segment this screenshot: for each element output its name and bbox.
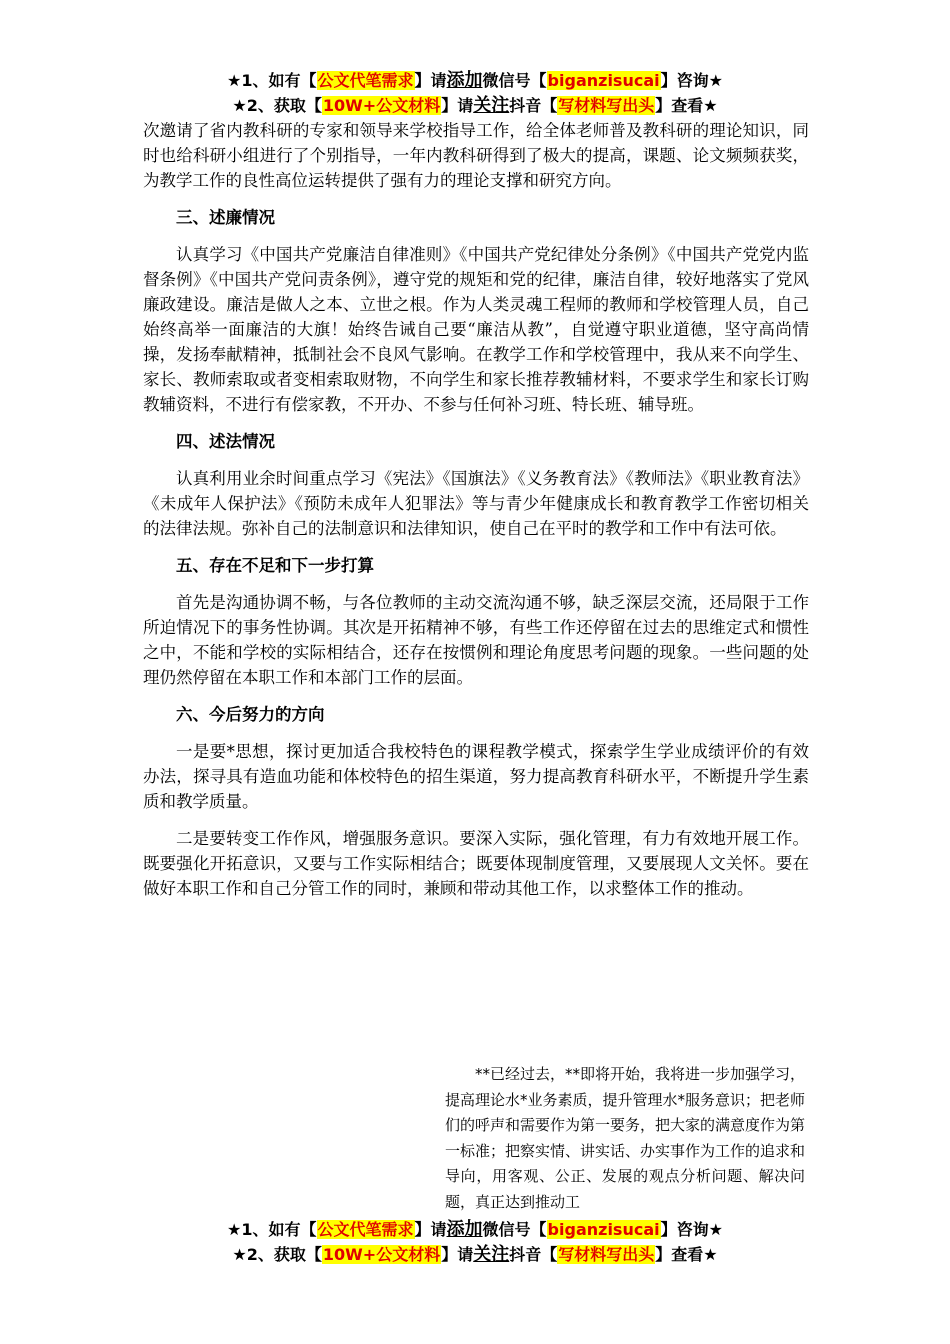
section-title-6: 六、今后努力的方向 [176, 705, 325, 724]
banner-line-1: ★1、如有【公文代笔需求】请添加微信号【biganzisucai】咨询★ [227, 70, 723, 91]
highlight-service: 公文代笔需求 [317, 1220, 414, 1239]
banner-line-2: ★2、获取【10W+公文材料】请关注抖音【写材料写出头】查看★ [232, 1244, 718, 1265]
document-body [143, 118, 809, 901]
section-title-3: 三、述廉情况 [176, 208, 275, 227]
highlight-douyin: 写材料写出头 [558, 96, 655, 115]
section-6-paragraph-1: 一是要*思想，探讨更加适合我校特色的课程教学模式，探索学生学业成绩评价的有效办法，探寻具有造血功能和体校特色的招生渠道，努力提高教育科研水平，不断提升学生素质和教学质量。 [143, 742, 809, 811]
section-5-paragraph: 首先是沟通协调不畅，与各位教师的主动交流沟通不够，缺乏深层交流，还局限于工作所迫情况下的事务性协调。其次是开拓精神不够，有些工作还停留在过去的思维定式和惯性之中，不能和学校的实际相结合，还存在按惯例和理论角度思考问题的现象。一些问题的处理仍然停留在本职工作和本部门工作的层面。 [143, 593, 809, 687]
section-title-5: 五、存在不足和下一步打算 [176, 556, 374, 575]
banner-line-1: ★1、如有【公文代笔需求】请添加微信号【biganzisucai】咨询★ [227, 1219, 723, 1240]
highlight-materials: 10W+公文材料 [322, 1245, 441, 1264]
footer-banner [0, 1217, 950, 1267]
highlight-wechat-id: biganzisucai [547, 71, 660, 90]
section-3-paragraph: 认真学习《中国共产党廉洁自律准则》《中国共产党纪律处分条例》《中国共产党党内监督条例》《中国共产党问责条例》，遵守党的规矩和党的纪律，廉洁自律，较好地落实了党风廉政建设。廉洁是做人之本、立世之根。作为人类灵魂工程师的教师和学校管理人员，自己始终高举一面廉洁的大旗！始终告诫自己要“廉洁从教”，自觉遵守职业道德，坚守高尚情操，发扬奉献精神，抵制社会不良风气影响。在教学工作和学校管理中，我从来不向学生、家长、教师索取或者变相索取财物，不向学生和家长推荐教辅材料，不要求学生和家长订购教辅资料，不进行有偿家教，不开办、不参与任何补习班、特长班、辅导班。 [143, 245, 809, 414]
section-6-paragraph-2: 二是要转变工作作风，增强服务意识。要深入实际，强化管理，有力有效地开展工作。既要强化开拓意识，又要与工作实际相结合；既要体现制度管理，又要展现人文关怀。要在做好本职工作和自己分管工作的同时，兼顾和带动其他工作，以求整体工作的推动。 [143, 829, 809, 898]
section-4-paragraph: 认真利用业余时间重点学习《宪法》《国旗法》《义务教育法》《教师法》《职业教育法》《未成年人保护法》《预防未成年人犯罪法》等与青少年健康成长和教育教学工作密切相关的法律法规。弥补自己的法制意识和法律知识，使自己在平时的教学和工作中有法可依。 [143, 469, 809, 538]
header-banner [0, 68, 950, 118]
highlight-materials: 10W+公文材料 [322, 96, 441, 115]
closing-text-box: **已经过去，**即将开始，我将进一步加强学习，提高理论水*业务素质，提升管理水*服务意识；把老师们的呼声和需要作为第一要务，把大家的满意度作为第一标准；把察实情、讲实话、办实事作为工作的追求和导向，用客观、公正、发展的观点分析问题、解决问题，真正达到推动工 [445, 1065, 806, 1211]
banner-line-2: ★2、获取【10W+公文材料】请关注抖音【写材料写出头】查看★ [232, 95, 718, 116]
highlight-service: 公文代笔需求 [317, 71, 414, 90]
highlight-wechat-id: biganzisucai [547, 1220, 660, 1239]
section-title-4: 四、述法情况 [176, 432, 275, 451]
highlight-douyin: 写材料写出头 [558, 1245, 655, 1264]
intro-paragraph: 次邀请了省内教科研的专家和领导来学校指导工作，给全体老师普及教科研的理论知识，同时也给科研小组进行了个别指导，一年内教科研得到了极大的提高，课题、论文频频获奖，为教学工作的良性高位运转提供了强有力的理论支撑和研究方向。 [143, 121, 809, 190]
